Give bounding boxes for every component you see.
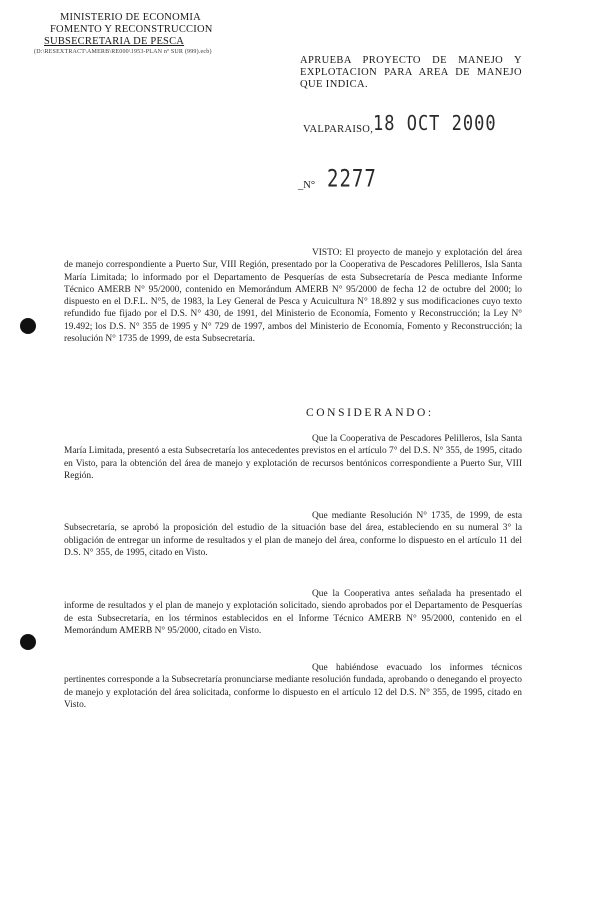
place-label: VALPARAISO, [303, 124, 374, 135]
ministry-header [34, 12, 284, 57]
header-line-subsecretaria: SUBSECRETARIA DE PESCA [44, 36, 185, 47]
resolution-number-stamp: 2277 [327, 165, 377, 193]
header-line-fomento: FOMENTO Y RECONSTRUCCION [50, 24, 213, 35]
number-label [298, 180, 315, 191]
considerando-paragraph-2: Que mediante Resolución N° 1735, de 1999, de esta Subsecretaría, se aprobó la proposición del estudio de la situación base del área, estableciendo en su numeral 3° la obligación de entregar un informe de resultados y el plan de manejo del área, conforme lo dispuesto en el artículo 11 del D.S. N° 355, de 1995, citado en Visto. [64, 511, 522, 558]
visto-paragraph: VISTO: El proyecto de manejo y explotación del área de manejo correspondiente a Puerto Sur, VIII Región, presentado por la Cooperativa de Pescadores Pelilleros, Isla Santa María Limitada; lo informado por el Departamento de Pesquerías de esta Subsecretaría de Pesca mediante Informe Técnico AMERB N° 95/2000, contenido en Memorándum AMERB N° 95/2000 de fecha 12 de octubre del 2000; lo dispuesto en el D.F.L. N°5, de 1983, la Ley General de Pesca y Acuicultura N° 18.892 y sus modificaciones cuyo texto refundido fue fijado por el D.S. N° 430, de 1991, del Ministerio de Economía, Fomento y Reconstrucción; la Ley N° 19.492; los D.S. N° 355 de 1995 y N° 729 de 1997, ambos del Ministerio de Economía, Fomento y Reconstrucción; la resolución N° 1735 de 1999, de esta Subsecretaría. [64, 248, 522, 345]
header-file-path: (D:\RESEXTRACT\AMERB\RE000\1953-PLAN nº SUR (999).ecb) [34, 49, 212, 55]
punch-hole-bottom [20, 634, 36, 650]
number-symbol: N° [303, 180, 316, 191]
considerando-heading: CONSIDERANDO: [306, 407, 434, 419]
punch-hole-top [20, 318, 36, 334]
number-dash: _ [298, 180, 304, 191]
considerando-paragraph-4: Que habiéndose evacuado los informes técnicos pertinentes corresponde a la Subsecretaría pronunciarse mediante resolución fundada, aprobando o denegando el proyecto de manejo y explotación del área solicitada, conforme lo dispuesto en el artículo 12 del D.S. N° 355, de 1995, citado en Visto. [64, 663, 522, 710]
considerando-paragraph-1: Que la Cooperativa de Pescadores Pelilleros, Isla Santa María Limitada, presentó a esta Subsecretaría los antecedentes previstos en el artículo 7° del D.S. N° 355, de 1995, citado en Visto, para la obtención del área de manejo y explotación de recursos bentónicos correspondiente a Puerto Sur, VIII Región. [64, 434, 522, 481]
resolution-subject: APRUEBA PROYECTO DE MANEJO Y EXPLOTACION PARA AREA DE MANEJO QUE INDICA. [300, 55, 522, 90]
considerando-paragraph-3: Que la Cooperativa antes señalada ha presentado el informe de resultados y el plan de manejo y explotación solicitado, siendo aprobados por el Departamento de Pesquerías de esta Subsecretaría, en los términos establecidos en el Informe Técnico AMERB N° 95/2000, contenido en el Memorándum AMERB N° 95/2000, citado en Visto. [64, 589, 522, 636]
date-stamp: 18 OCT 2000 [373, 112, 497, 136]
header-line-ministry: MINISTERIO DE ECONOMIA [60, 12, 201, 23]
